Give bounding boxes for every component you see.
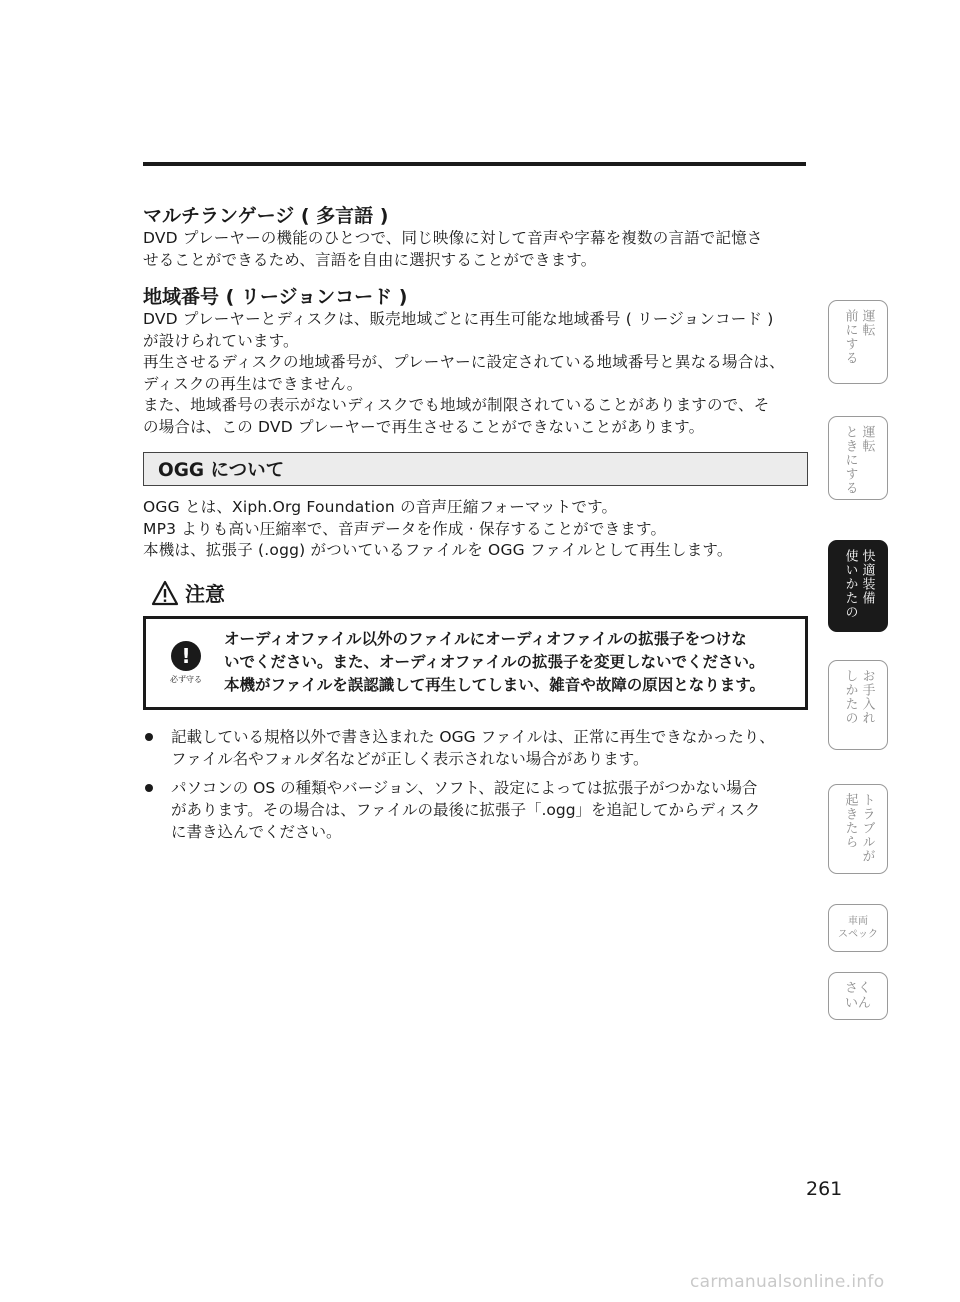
- caution-line: オーディオファイル以外のファイルにオーディオファイルの拡張子をつけな: [224, 630, 747, 648]
- body-line: DVD プレーヤーとディスクは、販売地域ごとに再生可能な地域番号 ( リージョンコード ): [143, 310, 774, 328]
- side-tab-label: 運転: [859, 425, 875, 453]
- bullet-dot-icon: [145, 733, 153, 741]
- body-line: また、地域番号の表示がないディスクでも地域が制限されていることがありますので、そ: [143, 396, 770, 414]
- section-title: 地域番号 ( リージョンコード ): [143, 286, 408, 308]
- side-tab-label: 快適装備: [859, 549, 875, 605]
- caution-title: 注意: [185, 582, 225, 606]
- body-line: が設けられています。: [143, 331, 299, 350]
- side-tab-label: 使いかたの: [842, 549, 858, 619]
- side-tab-label: スペック: [838, 929, 878, 940]
- list-item: [143, 726, 808, 770]
- side-tab-vehicle-specs[interactable]: [828, 904, 888, 952]
- caution-heading: [143, 578, 808, 608]
- side-tab-label: 車両: [848, 916, 868, 927]
- side-tab-label: 前にする: [842, 309, 858, 365]
- body-line: DVD プレーヤーの機能のひとつで、同じ映像に対して音声や字幕を複数の言語で記憶さ: [143, 229, 763, 247]
- section-title: マルチランゲージ ( 多言語 ): [143, 205, 389, 227]
- watermark-text: carmanualsonline.info: [690, 1272, 885, 1292]
- page-number: 261: [806, 1178, 843, 1200]
- list-line: に書き込んでください。: [171, 822, 342, 841]
- list-line: ファイル名やフォルダ名などが正しく表示されない場合があります。: [171, 749, 649, 768]
- side-tab-comfort-equipment[interactable]: [828, 540, 888, 632]
- body-line: OGG とは、Xiph.Org Foundation の音声圧縮フォーマットです。: [143, 498, 618, 516]
- section-multilanguage: [143, 204, 808, 271]
- caution-box: [143, 616, 808, 710]
- warning-triangle-icon: [151, 580, 179, 606]
- body-line: MP3 よりも高い圧縮率で、音声データを作成 · 保存することができます。: [143, 519, 667, 538]
- ogg-heading: OGG について: [158, 460, 285, 481]
- ogg-heading-box: [143, 452, 808, 486]
- page-content: [143, 204, 808, 859]
- side-tab-label: お手入れ: [859, 669, 875, 725]
- must-follow-mark: [164, 641, 208, 685]
- side-tab-label: いん: [844, 996, 871, 1011]
- side-tab-label: 起きたら: [842, 793, 858, 849]
- body-line: の場合は、この DVD プレーヤーで再生させることができないことがあります。: [143, 417, 705, 436]
- side-tab-label: さく: [844, 981, 871, 996]
- list-line: パソコンの OS の種類やバージョン、ソフト、設定によっては拡張子がつかない場合: [171, 778, 758, 797]
- caution-text: [224, 628, 795, 697]
- exclamation-circle-icon: !: [171, 641, 201, 671]
- bullet-dot-icon: [145, 784, 153, 792]
- list-line: 記載している規格以外で書き込まれた OGG ファイルは、正常に再生できなかったり、: [171, 727, 775, 746]
- body-line: 本機は、拡張子 (.ogg) がついているファイルを OGG ファイルとして再生します。: [143, 541, 733, 559]
- section-region-code: [143, 285, 808, 438]
- top-rule: [143, 162, 806, 166]
- caution-line: 本機がファイルを誤認識して再生してしまい、雑音や故障の原因となります。: [224, 676, 765, 694]
- side-tab-troubleshooting[interactable]: [828, 784, 888, 874]
- body-line: ディスクの再生はできません。: [143, 374, 363, 393]
- side-tab-before-driving[interactable]: [828, 300, 888, 384]
- notes-list: [143, 726, 808, 843]
- side-tab-label: トラブルが: [859, 793, 875, 863]
- caution-line: いでください。また、オーディオファイルの拡張子を変更しないでください。: [224, 653, 765, 671]
- side-tab-while-driving[interactable]: [828, 416, 888, 500]
- list-item: [143, 777, 808, 843]
- side-tab-label: ときにする: [842, 425, 858, 495]
- body-line: 再生させるディスクの地域番号が、プレーヤーに設定されている地域番号と異なる場合は、: [143, 353, 785, 371]
- list-line: があります。その場合は、ファイルの最後に拡張子「.ogg」を追記してからディスク: [171, 800, 761, 819]
- side-tab-label: しかたの: [842, 669, 858, 725]
- side-tab-maintenance[interactable]: [828, 660, 888, 750]
- ogg-description: [143, 497, 808, 562]
- side-tab-index[interactable]: [828, 972, 888, 1020]
- body-line: せることができるため、言語を自由に選択することができます。: [143, 250, 597, 269]
- must-follow-label: 必ず守る: [170, 674, 202, 684]
- side-tab-label: 運転: [859, 309, 875, 337]
